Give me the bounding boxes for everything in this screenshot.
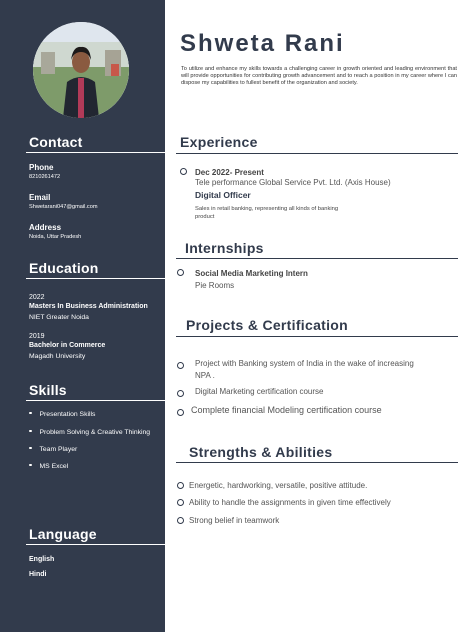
email-label: Email [29,193,51,202]
skill-item [29,411,95,418]
contact-divider [26,152,165,153]
education-year: 2022 [29,294,45,301]
education-year: 2019 [29,333,45,340]
timeline-marker-icon [177,517,184,524]
strength-item: Ability to handle the assignments in given time effectively [189,498,391,507]
skill-label: Problem Solving & Creative Thinking [39,429,151,436]
sidebar [0,0,165,632]
timeline-marker-icon [180,168,187,175]
projects-divider [176,336,458,337]
bullet-icon [29,464,32,467]
bullet-icon [29,430,32,433]
experience-date: Dec 2022- Present [195,168,264,177]
experience-description: product [195,214,215,220]
skill-item [29,429,150,436]
strength-item: Strong belief in teamwork [189,516,280,525]
address-label: Address [29,223,62,232]
career-objective: To utilize and enhance my skills towards a challenging career in growth oriented and leading environment that will provide opportunities for contributing growth advancement and to reach a position in my career where I can dispose my capabilities to fullest benefit of the organization and society. [181,66,457,86]
timeline-marker-icon [177,390,184,397]
internship-title: Social Media Marketing Intern [195,269,308,278]
education-divider [26,278,165,279]
internship-company: Pie Rooms [195,281,235,290]
timeline-marker-icon [177,362,184,369]
contact-heading: Contact [29,134,83,150]
profile-photo [33,22,129,118]
bullet-icon [29,412,32,415]
project-item: Complete financial Modeling certification course [191,405,382,415]
skills-heading: Skills [29,382,67,398]
timeline-marker-icon [177,499,184,506]
timeline-marker-icon [177,409,184,416]
skill-label: Team Player [39,446,78,453]
bullet-icon [29,447,32,450]
experience-description: Sales in retail banking, representing all kinds of banking [195,206,339,212]
skill-label: Presentation Skills [39,411,96,418]
language-heading: Language [29,526,97,542]
skills-divider [26,400,165,401]
strengths-divider [176,462,458,463]
skill-item [29,446,77,453]
experience-company: Tele performance Global Service Pvt. Ltd. (Axis House) [195,178,391,187]
education-heading: Education [29,260,99,276]
experience-heading: Experience [180,134,258,150]
project-item: Digital Marketing certification course [195,387,324,396]
strengths-heading: Strengths & Abilities [189,444,333,460]
project-item: Project with Banking system of India in the wake of increasing [195,359,414,368]
phone-value: 8210261472 [29,174,61,180]
education-school: NIET Greater Noida [29,314,89,321]
language-item: English [29,556,55,563]
strength-item: Energetic, hardworking, versatile, positive attitude. [189,481,368,490]
education-degree: Bachelor in Commerce [29,342,106,349]
email-value: Shwetarani047@gmail.com [29,204,98,210]
candidate-name: Shweta Rani [180,30,345,57]
timeline-marker-icon [177,482,184,489]
skill-item [29,463,68,470]
internships-heading: Internships [185,240,264,256]
language-divider [26,544,165,545]
projects-heading: Projects & Certification [186,317,349,333]
address-value: Noida, Uttar Pradesh [29,234,82,240]
language-item: Hindi [29,571,47,578]
project-item-continued: NPA . [195,371,215,380]
education-school: Magadh University [29,353,86,360]
phone-label: Phone [29,163,54,172]
timeline-marker-icon [177,269,184,276]
experience-role: Digital Officer [195,190,251,200]
education-degree: Masters In Business Administration [29,303,148,310]
internships-divider [176,258,458,259]
skill-label: MS Excel [39,463,69,470]
experience-divider [176,153,458,154]
